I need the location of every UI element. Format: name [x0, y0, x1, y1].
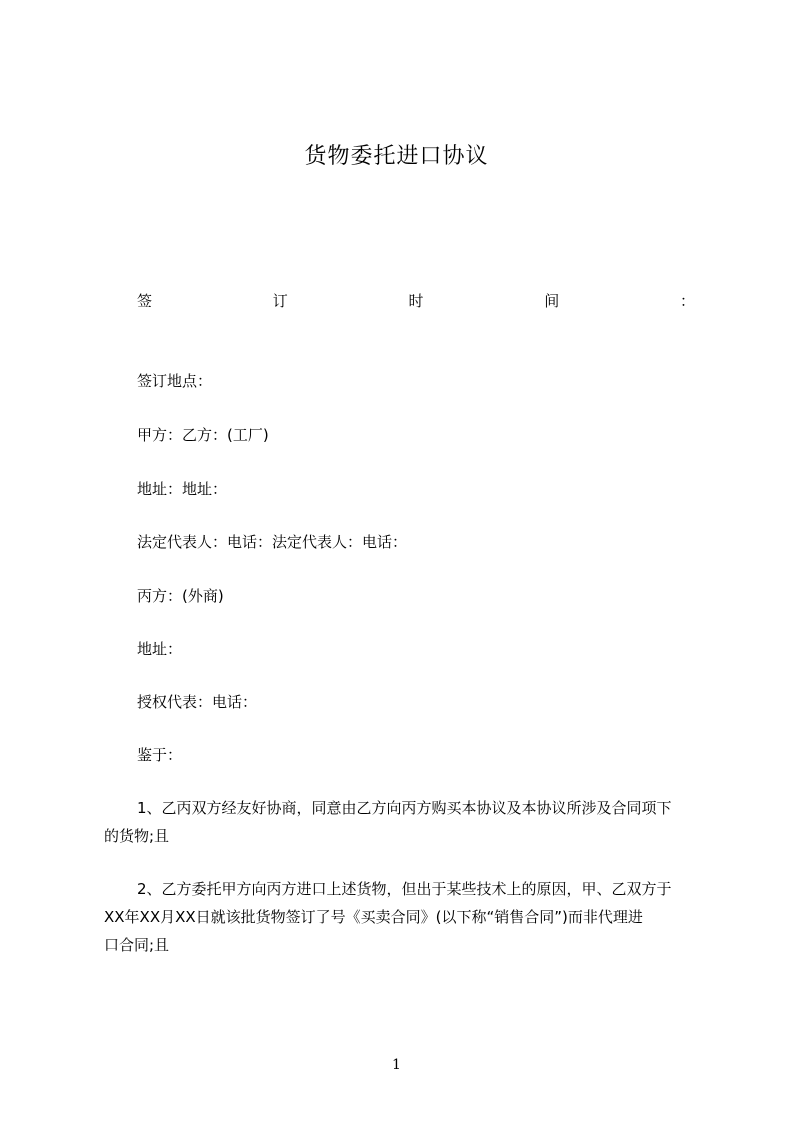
- party-ab-line: 甲方：乙方：(工厂): [137, 426, 269, 444]
- page-number: 1: [392, 1057, 401, 1073]
- clause-2-line-1: 2、乙方委托甲方向丙方进口上述货物，但出于某些技术上的原因，甲、乙双方于: [137, 880, 672, 898]
- clause-1-line-1: 1、乙丙双方经友好协商，同意由乙方向丙方购买本协议及本协议所涉及合同项下: [137, 799, 672, 817]
- party-c-line: 丙方：(外商): [137, 587, 224, 605]
- sign-time-line: [137, 290, 695, 312]
- document-title: 货物委托进口协议: [304, 144, 489, 169]
- address-c-line: 地址：: [137, 640, 183, 658]
- clause-2-paragraph: [104, 875, 708, 959]
- clause-2-line-3: 口合同;且: [104, 936, 170, 954]
- whereas-line: 鉴于：: [137, 746, 183, 764]
- clause-2-line-2: XX年XX月XX日就该批货物签订了号《买卖合同》(以下称“销售合同”)而非代理进: [104, 908, 643, 926]
- clause-1-line-2: 的货物;且: [104, 827, 170, 845]
- auth-rep-line: 授权代表：电话：: [137, 693, 258, 711]
- address-ab-line: 地址：地址：: [137, 480, 228, 498]
- sign-time-char: 间: [544, 292, 560, 310]
- sign-time-char: 订: [272, 292, 288, 310]
- clause-1-paragraph: [104, 794, 708, 850]
- legal-rep-line: 法定代表人：电话：法定代表人：电话：: [137, 533, 408, 551]
- sign-time-char: 签: [137, 292, 153, 310]
- sign-time-char: ：: [679, 292, 695, 310]
- sign-place-line: 签订地点：: [137, 372, 213, 390]
- sign-time-char: 时: [408, 292, 424, 310]
